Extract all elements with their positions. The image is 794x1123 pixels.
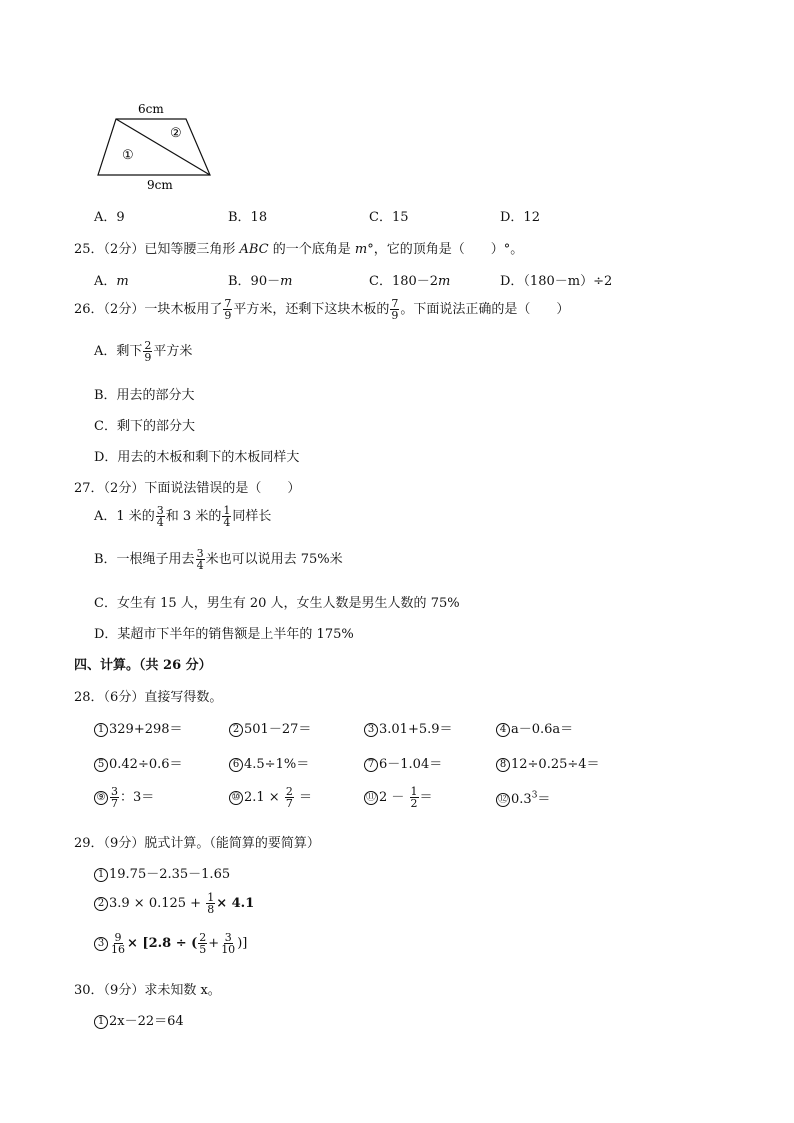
fraction: $\frac{3}{7}$ xyxy=(111,785,118,810)
q26-option-c[interactable]: C．剩下的部分大 xyxy=(94,419,195,434)
q28-item-5: 5 0.42÷0.6＝ xyxy=(94,753,183,772)
fraction: $\frac{2}{5}$ xyxy=(199,931,207,956)
fraction: $\frac{1}{8}$ xyxy=(207,891,215,916)
section-title: 四、计算。（共 26 分） xyxy=(74,658,212,673)
trapezoid-figure xyxy=(90,95,230,195)
bottom-length-label: 9cm xyxy=(147,178,173,192)
fraction: $\frac{7}{9}$ xyxy=(391,297,399,322)
q28-item-3: 3 3.01+5.9＝ xyxy=(364,718,453,737)
q24-option-b[interactable]: B．18 xyxy=(228,210,268,225)
fraction: $\frac{3}{10}$ xyxy=(221,931,236,956)
q27-stem: 27．（2分）下面说法错误的是（ ） xyxy=(74,481,301,496)
q25-option-d[interactable]: D．（180－m）÷2 xyxy=(500,274,613,289)
q25-stem: 25．（2分）已知等腰三角形 ABC 的一个底角是 m°，它的顶角是（ ）°。 xyxy=(74,242,524,257)
q28-item-12: ⑫ $0.3^3=$ xyxy=(498,790,551,807)
q24-option-c[interactable]: C．15 xyxy=(369,210,409,225)
q29-item-2: 2 3.9 × 0.125 + $\frac{1}{8}$ × 4.1 xyxy=(94,892,254,915)
q28-item-6: 6 4.5÷1%＝ xyxy=(229,753,309,772)
q30-stem: 30．（9分）求未知数 x。 xyxy=(74,983,221,998)
q29-item-3: 3 $\frac{9}{16}$ × [2.8 ÷ ( $\frac{2}{5}$ + $\frac{3}{10}$ )] xyxy=(94,932,247,955)
q28-item-11: ⑪ 2 － $\frac{1}{2}$ ＝ xyxy=(366,785,433,810)
q27-option-d[interactable]: D．某超市下半年的销售额是上半年的 175% xyxy=(94,627,354,642)
fraction: $\frac{1}{2}$ xyxy=(410,785,418,810)
top-length-label: 6cm xyxy=(138,102,164,116)
q27-option-a[interactable]: A．1 米的 $\frac{3}{4}$ 和 3 米的 $\frac{1}{4}$ 同样长 xyxy=(94,504,272,529)
region-2-label: ② xyxy=(170,126,182,141)
q27-option-c[interactable]: C．女生有 15 人，男生有 20 人，女生人数是男生人数的 75% xyxy=(94,596,460,611)
q28-item-2: 2 501－27＝ xyxy=(229,718,311,737)
q28-item-10: ⑩ 2.1 × $\frac{2}{7}$ ＝ xyxy=(229,786,312,809)
fraction: $\frac{2}{9}$ xyxy=(144,339,152,364)
q28-stem: 28．（6分）直接写得数。 xyxy=(74,690,223,705)
q28-item-1: 1 329+298＝ xyxy=(94,718,183,737)
q25-option-b[interactable]: B．90－m xyxy=(228,274,293,289)
fraction: $\frac{7}{9}$ xyxy=(224,297,232,322)
q29-item-1: 1 19.75－2.35－1.65 xyxy=(94,863,230,882)
q24-option-a[interactable]: A．9 xyxy=(94,210,125,225)
fraction: $\frac{3}{4}$ xyxy=(156,504,164,529)
q26-option-a[interactable]: A．剩下 $\frac{2}{9}$ 平方米 xyxy=(94,339,193,364)
q28-item-7: 7 6－1.04＝ xyxy=(364,753,442,772)
q25-option-c[interactable]: C．180－2m xyxy=(369,274,451,289)
q27-option-b[interactable]: B．一根绳子用去 $\frac{3}{4}$ 米也可以说用去 75%米 xyxy=(94,547,343,572)
q26-option-b[interactable]: B．用去的部分大 xyxy=(94,388,195,403)
q28-item-9: ⑨ $\frac{3}{7}$ ：3＝ xyxy=(94,786,154,809)
fraction: $\frac{2}{7}$ xyxy=(285,785,293,810)
fraction: $\frac{1}{4}$ xyxy=(223,504,231,529)
region-1-label: ① xyxy=(122,148,134,163)
q28-item-4: 4 a－0.6a＝ xyxy=(496,718,573,737)
q29-stem: 29．（9分）脱式计算。（能简算的要简算） xyxy=(74,836,320,851)
q28-item-8: 8 12÷0.25÷4＝ xyxy=(496,753,600,772)
fraction: $\frac{9}{16}$ xyxy=(111,931,125,956)
q26-option-d[interactable]: D．用去的木板和剩下的木板同样大 xyxy=(94,450,300,465)
fraction: $\frac{3}{4}$ xyxy=(196,547,204,572)
q30-item-1: 1 2x－22＝64 xyxy=(94,1010,184,1029)
q26-stem: 26．（2分）一块木板用了 $\frac{7}{9}$ 平方米，还剩下这块木板的 $\frac{7}{9}$ 。下面说法正确的是（ ） xyxy=(74,297,570,322)
q24-option-d[interactable]: D．12 xyxy=(500,210,540,225)
q25-option-a[interactable]: A．m xyxy=(94,274,129,289)
